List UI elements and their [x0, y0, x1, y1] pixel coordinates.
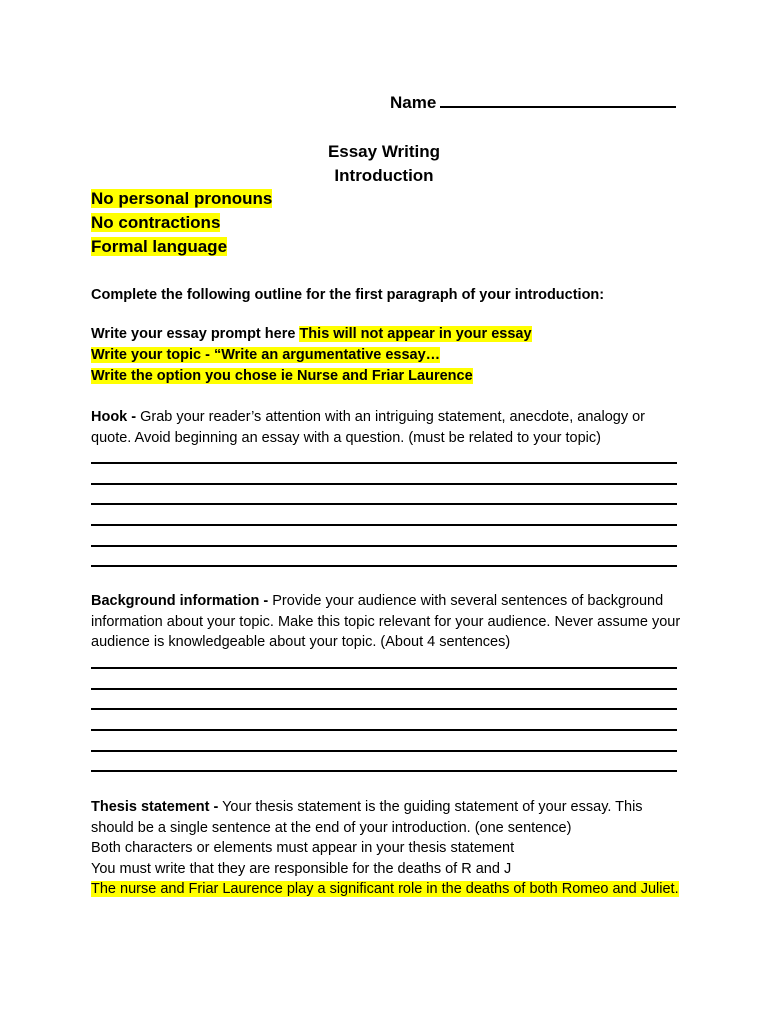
- prompt-label: Write your essay prompt here: [91, 326, 296, 342]
- hook-answer-lines[interactable]: [91, 462, 677, 586]
- thesis-requirement-2: You must write that they are responsible for the deaths of R and J: [91, 860, 512, 877]
- thesis-section: [91, 797, 681, 900]
- background-answer-lines[interactable]: [91, 667, 677, 791]
- thesis-example: The nurse and Friar Laurence play a significant role in the deaths of both Romeo and Juliet.: [91, 881, 679, 898]
- instructions: Complete the following outline for the first paragraph of your introduction:: [91, 287, 605, 303]
- prompt-row: [91, 324, 691, 345]
- prompt-note: This will not appear in your essay: [299, 326, 532, 342]
- hook-label: Hook -: [91, 409, 137, 425]
- page-subtitle: Introduction: [334, 166, 434, 185]
- background-section: [91, 591, 681, 653]
- answer-line[interactable]: [91, 483, 677, 485]
- rule-no-pronouns: No personal pronouns: [91, 189, 273, 208]
- topic-row: [91, 345, 681, 366]
- hook-text: Grab your reader’s attention with an intriguing statement, anecdote, analogy or quote. Avoid beginning an essay with a question. (must be related to your topic): [91, 409, 645, 446]
- answer-line[interactable]: [91, 503, 677, 505]
- answer-line[interactable]: [91, 545, 677, 547]
- answer-line[interactable]: [91, 750, 677, 752]
- thesis-label: Thesis statement -: [91, 799, 219, 815]
- answer-line[interactable]: [91, 770, 677, 772]
- background-text: Provide your audience with several sentences of background information about your topic. Make this topic relevant for your audience. Never assume your audience is knowledgeable about your topic. (About 4 sentences): [91, 593, 681, 651]
- thesis-text: Your thesis statement is the guiding statement of your essay. This should be a single sentence at the end of your introduction. (one sentence): [91, 799, 643, 836]
- thesis-requirement-1: Both characters or elements must appear in your thesis statement: [91, 840, 515, 857]
- name-blank-line[interactable]: [440, 92, 676, 108]
- hook-section: [91, 407, 681, 448]
- page-title: Essay Writing: [327, 142, 441, 161]
- answer-line[interactable]: [91, 524, 677, 526]
- rule-no-contractions: No contractions: [91, 213, 221, 232]
- answer-line[interactable]: [91, 688, 677, 690]
- option-row: [91, 366, 681, 387]
- answer-line[interactable]: [91, 708, 677, 710]
- background-label: Background information -: [91, 593, 269, 609]
- answer-line[interactable]: [91, 462, 677, 464]
- name-field: [390, 92, 676, 113]
- answer-line[interactable]: [91, 667, 677, 669]
- answer-line[interactable]: [91, 729, 677, 731]
- topic-text: Write your topic - “Write an argumentative essay…: [91, 347, 441, 363]
- option-text: Write the option you chose ie Nurse and Friar Laurence: [91, 368, 473, 384]
- answer-line[interactable]: [91, 565, 677, 567]
- rule-formal-language: Formal language: [91, 237, 228, 256]
- name-label: Name: [390, 93, 437, 112]
